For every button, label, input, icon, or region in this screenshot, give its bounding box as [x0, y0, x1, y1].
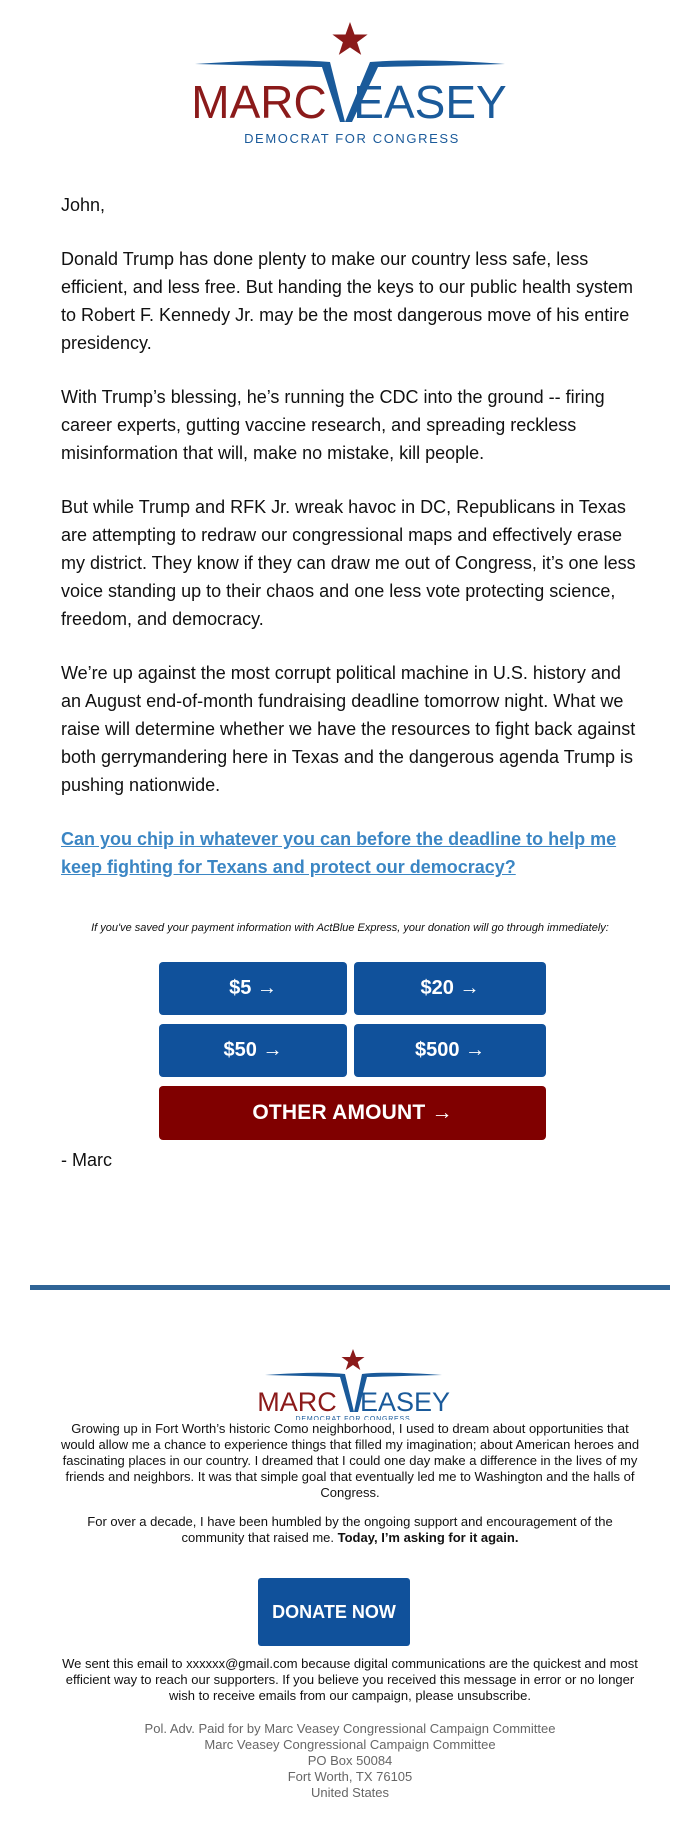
donate-now-button[interactable]: DONATE NOW: [258, 1578, 410, 1646]
donate-50-button[interactable]: $50 →: [159, 1024, 347, 1077]
footer-support: [55, 1514, 645, 1546]
footer-logo-graphic: [0, 1330, 700, 1420]
paragraph-4: We’re up against the most corrupt political machine in U.S. history and an August end-of-month fundraising deadline tomorrow night. What we raise will determine whether we have the resources to fight back against both gerrymandering here in Texas and the dangerous agenda Trump is pushing nationwide.: [61, 663, 636, 795]
donate-cta-link[interactable]: Can you chip in whatever you can before the deadline to help me keep fighting for Texans and protect our democracy?: [61, 829, 617, 877]
legal-line-city: Fort Worth, TX 76105: [287, 1769, 413, 1784]
footer-campaign-logo[interactable]: [0, 1330, 700, 1420]
legal-line-country: United States: [310, 1785, 390, 1800]
section-divider: [30, 1285, 670, 1290]
paragraph-2: With Trump’s blessing, he’s running the CDC into the ground -- firing career experts, gutting vaccine research, and spreading reckless misinformation that will, make no mistake, kill people.: [61, 387, 605, 463]
footer-support-text: For over a decade, I have been humbled by the ongoing support and encouragement of the community that raised me.: [87, 1514, 613, 1545]
footer-bio: Growing up in Fort Worth’s historic Como neighborhood, I used to dream about opportunities that would allow me a chance to experience things that filled my imagination; about American heroes and fascinating places in our country. I dreamed that I could one day make a difference in the lives of my friends and neighbors. It was that simple goal that eventually led me to Washington and the halls of Congress.: [60, 1421, 640, 1500]
actblue-express-note: If you've saved your payment information with ActBlue Express, your donation will go through immediately:: [91, 922, 609, 934]
signature: - Marc: [61, 1150, 112, 1170]
legal-disclaimer: [0, 1721, 700, 1801]
footer-support-bold: Today, I’m asking for it again.: [337, 1530, 519, 1545]
email-notice: We sent this email to xxxxxx@gmail.com because digital communications are the quickest and most efficient way to reach our supporters. If you believe you received this message in error or no longer wish to receive emails from our campaign, please unsubscribe.: [62, 1656, 638, 1703]
letter-body: [61, 191, 641, 907]
logo-tagline: DEMOCRAT FOR CONGRESS: [244, 131, 460, 146]
donate-other-amount-button[interactable]: OTHER AMOUNT →: [159, 1086, 546, 1140]
footer-logo-star-icon: [342, 1349, 365, 1370]
footer-logo-tagline: DEMOCRAT FOR CONGRESS: [295, 1416, 411, 1420]
paragraph-1: Donald Trump has done plenty to make our country less safe, less efficient, and less free. But handing the keys to our public health system to Robert F. Kennedy Jr. may be the most dangerous move of his entire presidency.: [61, 249, 634, 353]
footer-logo-name-left: MARC: [257, 1387, 337, 1417]
logo-star-icon: [332, 22, 367, 55]
legal-line-committee: Marc Veasey Congressional Campaign Committee: [204, 1737, 496, 1752]
salutation: John,: [61, 195, 106, 215]
logo-name-left: MARC: [191, 76, 327, 128]
logo-name-right: EASEY: [353, 76, 507, 128]
donate-20-button[interactable]: $20 →: [354, 962, 546, 1015]
donate-500-button[interactable]: $500 →: [354, 1024, 546, 1077]
paragraph-3: But while Trump and RFK Jr. wreak havoc in DC, Republicans in Texas are attempting to redraw our congressional maps and effectively erase my district. They know if they can draw me out of Congress, it’s one less voice standing up to their chaos and one less vote protecting science, freedom, and democracy.: [61, 497, 636, 629]
campaign-logo[interactable]: [0, 22, 700, 172]
legal-line-paid-for: Pol. Adv. Paid for by Marc Veasey Congressional Campaign Committee: [144, 1721, 556, 1736]
logo-graphic: [0, 22, 700, 172]
legal-line-po-box: PO Box 50084: [307, 1753, 393, 1768]
donate-5-button[interactable]: $5 →: [159, 962, 347, 1015]
footer-logo-name-right: EASEY: [359, 1387, 451, 1417]
